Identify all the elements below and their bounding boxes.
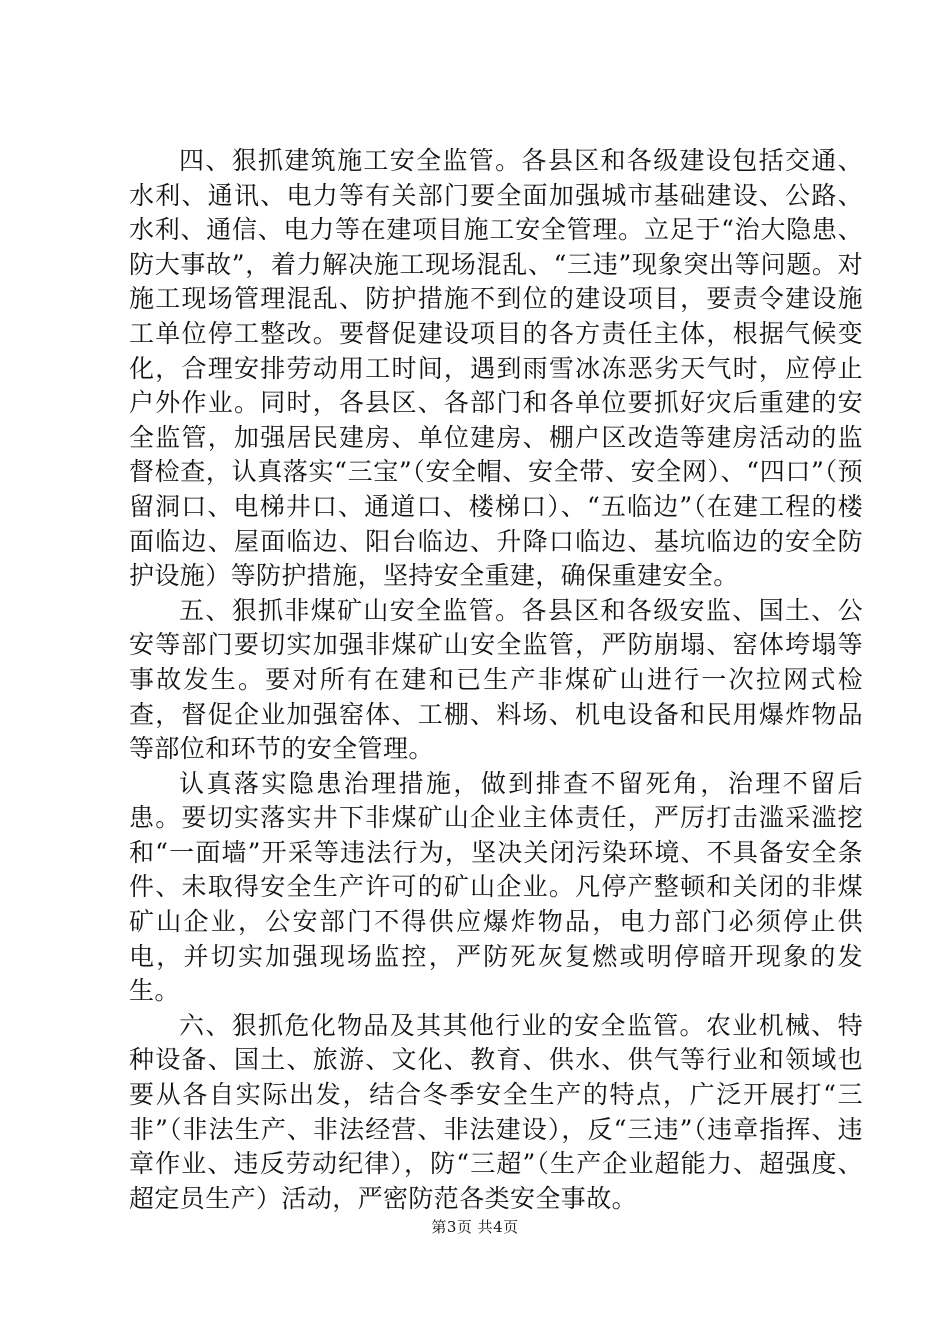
- document-body: [129, 144, 863, 1216]
- paragraph-hazardous-materials-safety: 六、狠抓危化物品及其其他行业的安全监管。农业机械、特种设备、国土、旅游、文化、教育、供水、供气等行业和领域也要从各自实际出发，结合冬季安全生产的特点，广泛开展打“三非”（非法生产、非法经营、非法建设），反“三违”（违章指挥、违章作业、违反劳动纪律），防“三超”（生产企业超能力、超强度、超定员生产）活动，严密防范各类安全事故。: [129, 1010, 863, 1213]
- paragraph-hazard-remediation: 认真落实隐患治理措施，做到排查不留死角，治理不留后患。要切实落实井下非煤矿山企业主体责任，严厉打击滥采滥挖和“一面墙”开采等违法行为，坚决关闭污染环境、不具备安全条件、未取得安全生产许可的矿山企业。凡停产整顿和关闭的非煤矿山企业，公安部门不得供应爆炸物品，电力部门必须停止供电，并切实加强现场监控，严防死灰复燃或明停暗开现象的发生。: [129, 768, 863, 1006]
- page-number-footer: 第3页 共4页: [431, 1218, 519, 1236]
- paragraph-construction-safety: 四、狠抓建筑施工安全监管。各县区和各级建设包括交通、水利、通讯、电力等有关部门要全面加强城市基础建设、公路、水利、通信、电力等在建项目施工安全管理。立足于“治大隐患、防大事故”，着力解决施工现场混乱、“三违”现象突出等问题。对施工现场管理混乱、防护措施不到位的建设项目，要责令建设施工单位停工整改。要督促建设项目的各方责任主体，根据气候变化，合理安排劳动用工时间，遇到雨雪冰冻恶劣天气时，应停止户外作业。同时，各县区、各部门和各单位要抓好灾后重建的安全监管，加强居民建房、单位建房、棚户区改造等建房活动的监督检查，认真落实“三宝”（安全帽、安全带、安全网）、“四口”（预留洞口、电梯井口、通道口、楼梯口）、“五临边”（在建工程的楼面临边、屋面临边、阳台临边、升降口临边、基坑临边的安全防护设施）等防护措施，坚持安全重建，确保重建安全。: [129, 146, 863, 591]
- paragraph-non-coal-mine-safety: 五、狠抓非煤矿山安全监管。各县区和各级安监、国土、公安等部门要切实加强非煤矿山安全监管，严防崩塌、窑体垮塌等事故发生。要对所有在建和已生产非煤矿山进行一次拉网式检查，督促企业加强窑体、工棚、料场、机电设备和民用爆炸物品等部位和环节的安全管理。: [129, 595, 863, 764]
